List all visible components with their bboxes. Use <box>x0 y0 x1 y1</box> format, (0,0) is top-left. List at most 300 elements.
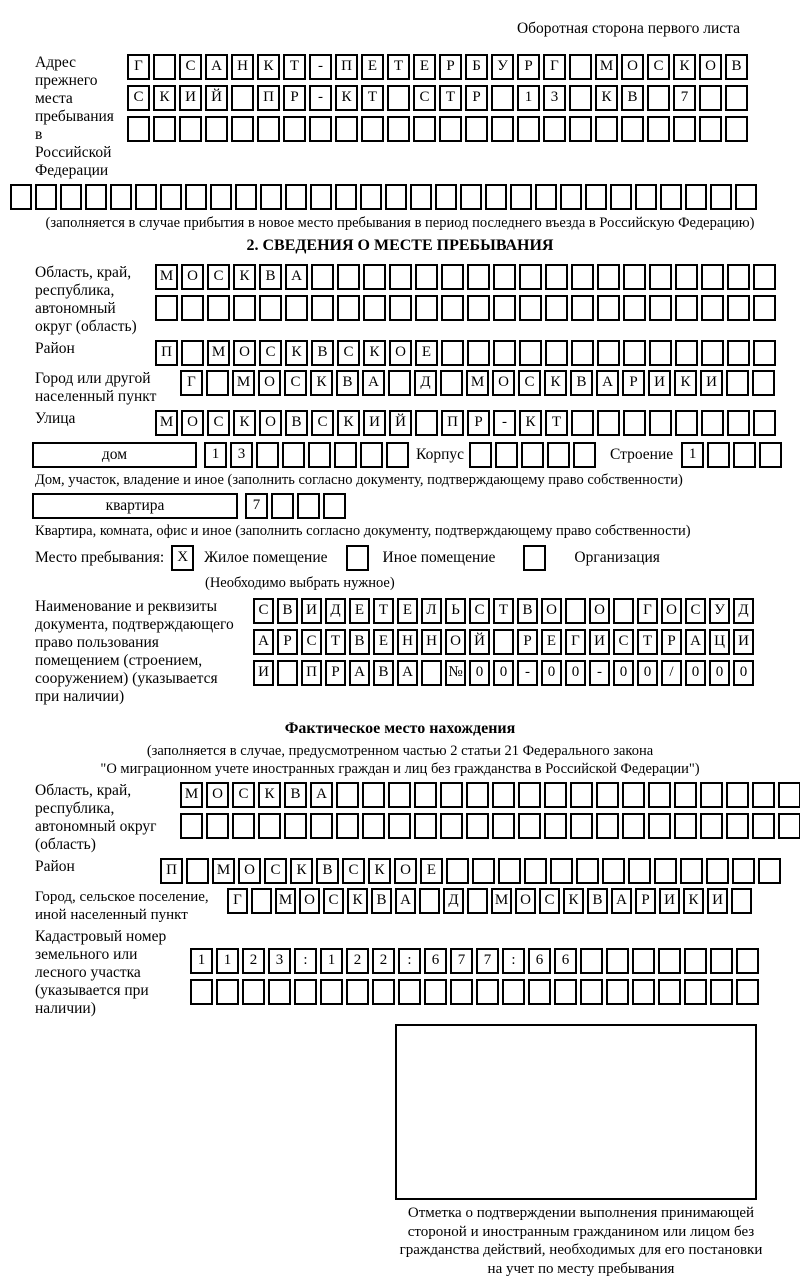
char-box[interactable] <box>495 442 518 468</box>
char-box[interactable] <box>336 813 359 839</box>
char-box[interactable] <box>257 116 280 142</box>
char-box[interactable]: Е <box>397 598 418 624</box>
char-box[interactable]: 2 <box>346 948 369 974</box>
char-box[interactable]: : <box>502 948 525 974</box>
char-box[interactable] <box>335 184 357 210</box>
char-box[interactable] <box>736 979 759 1005</box>
char-box[interactable] <box>752 370 775 396</box>
char-box[interactable] <box>361 116 384 142</box>
char-box[interactable] <box>732 858 755 884</box>
char-box[interactable] <box>727 340 750 366</box>
char-box[interactable]: С <box>539 888 560 914</box>
char-box[interactable]: К <box>683 888 704 914</box>
char-box[interactable] <box>701 340 724 366</box>
char-box[interactable] <box>621 116 644 142</box>
char-box[interactable] <box>346 979 369 1005</box>
char-box[interactable] <box>35 184 57 210</box>
char-box[interactable] <box>725 85 748 111</box>
char-box[interactable] <box>363 264 386 290</box>
char-box[interactable] <box>518 813 541 839</box>
char-box[interactable] <box>595 116 618 142</box>
char-box[interactable] <box>235 184 257 210</box>
char-box[interactable] <box>311 295 334 321</box>
char-box[interactable] <box>207 295 230 321</box>
char-box[interactable]: А <box>310 782 333 808</box>
char-box[interactable] <box>277 660 298 686</box>
char-box[interactable] <box>181 340 204 366</box>
char-box[interactable]: С <box>259 340 282 366</box>
char-box[interactable] <box>524 858 547 884</box>
char-box[interactable] <box>491 85 514 111</box>
char-box[interactable] <box>550 858 573 884</box>
char-box[interactable]: К <box>363 340 386 366</box>
char-box[interactable] <box>701 410 724 436</box>
char-box[interactable] <box>362 813 385 839</box>
char-box[interactable] <box>654 858 677 884</box>
char-box[interactable] <box>545 295 568 321</box>
char-box[interactable] <box>752 782 775 808</box>
char-box[interactable] <box>440 370 463 396</box>
char-box[interactable] <box>285 184 307 210</box>
char-box[interactable]: Д <box>733 598 754 624</box>
char-box[interactable] <box>571 410 594 436</box>
char-box[interactable] <box>606 979 629 1005</box>
char-box[interactable]: Й <box>389 410 412 436</box>
char-box[interactable] <box>502 979 525 1005</box>
char-box[interactable]: И <box>301 598 322 624</box>
char-box[interactable] <box>628 858 651 884</box>
char-box[interactable]: К <box>563 888 584 914</box>
char-box[interactable] <box>778 782 800 808</box>
char-box[interactable]: С <box>337 340 360 366</box>
char-box[interactable] <box>569 54 592 80</box>
char-box[interactable] <box>421 660 442 686</box>
char-box[interactable] <box>778 813 800 839</box>
char-box[interactable] <box>727 264 750 290</box>
char-box[interactable]: 0 <box>709 660 730 686</box>
char-box[interactable] <box>493 264 516 290</box>
char-box[interactable]: Е <box>349 598 370 624</box>
char-box[interactable]: Т <box>493 598 514 624</box>
char-box[interactable] <box>467 295 490 321</box>
char-box[interactable] <box>440 782 463 808</box>
char-box[interactable]: С <box>685 598 706 624</box>
char-box[interactable] <box>570 782 593 808</box>
char-box[interactable] <box>387 116 410 142</box>
char-box[interactable]: О <box>445 629 466 655</box>
char-box[interactable] <box>492 813 515 839</box>
char-box[interactable]: С <box>311 410 334 436</box>
char-box[interactable] <box>389 295 412 321</box>
char-box[interactable]: В <box>259 264 282 290</box>
char-box[interactable] <box>573 442 596 468</box>
char-box[interactable]: С <box>284 370 307 396</box>
char-box[interactable]: П <box>335 54 358 80</box>
char-box[interactable]: С <box>127 85 150 111</box>
char-box[interactable]: 6 <box>424 948 447 974</box>
char-box[interactable]: 1 <box>320 948 343 974</box>
char-box[interactable]: Й <box>205 85 228 111</box>
char-box[interactable]: О <box>206 782 229 808</box>
char-box[interactable]: А <box>349 660 370 686</box>
char-box[interactable]: 7 <box>450 948 473 974</box>
char-box[interactable] <box>569 85 592 111</box>
char-box[interactable]: А <box>685 629 706 655</box>
char-box[interactable]: И <box>648 370 671 396</box>
char-box[interactable] <box>623 264 646 290</box>
char-box[interactable] <box>498 858 521 884</box>
char-box[interactable] <box>492 782 515 808</box>
char-box[interactable]: И <box>363 410 386 436</box>
char-box[interactable] <box>388 813 411 839</box>
char-box[interactable] <box>570 813 593 839</box>
char-box[interactable] <box>110 184 132 210</box>
char-box[interactable] <box>622 813 645 839</box>
char-box[interactable] <box>476 979 499 1005</box>
char-box[interactable]: С <box>179 54 202 80</box>
char-box[interactable]: : <box>398 948 421 974</box>
char-box[interactable]: 1 <box>190 948 213 974</box>
char-box[interactable] <box>282 442 305 468</box>
char-box[interactable]: 0 <box>733 660 754 686</box>
char-box[interactable] <box>675 264 698 290</box>
char-box[interactable] <box>576 858 599 884</box>
char-box[interactable]: 1 <box>204 442 227 468</box>
char-box[interactable] <box>181 295 204 321</box>
char-box[interactable] <box>727 295 750 321</box>
char-box[interactable] <box>334 442 357 468</box>
char-box[interactable]: В <box>277 598 298 624</box>
char-box[interactable]: О <box>621 54 644 80</box>
char-box[interactable]: Е <box>413 54 436 80</box>
char-box[interactable]: М <box>491 888 512 914</box>
char-box[interactable] <box>649 295 672 321</box>
char-box[interactable]: : <box>294 948 317 974</box>
char-box[interactable]: 6 <box>554 948 577 974</box>
char-box[interactable] <box>180 813 203 839</box>
char-box[interactable] <box>684 979 707 1005</box>
char-box[interactable]: И <box>659 888 680 914</box>
char-box[interactable]: Р <box>661 629 682 655</box>
char-box[interactable]: 0 <box>469 660 490 686</box>
char-box[interactable] <box>753 264 776 290</box>
char-box[interactable]: Т <box>361 85 384 111</box>
char-box[interactable]: О <box>181 264 204 290</box>
char-box[interactable] <box>545 264 568 290</box>
char-box[interactable] <box>385 184 407 210</box>
char-box[interactable]: К <box>335 85 358 111</box>
char-box[interactable] <box>242 979 265 1005</box>
char-box[interactable] <box>649 340 672 366</box>
char-box[interactable]: А <box>362 370 385 396</box>
char-box[interactable] <box>726 813 749 839</box>
char-box[interactable]: Т <box>637 629 658 655</box>
char-box[interactable]: Н <box>397 629 418 655</box>
char-box[interactable] <box>685 184 707 210</box>
char-box[interactable] <box>597 264 620 290</box>
char-box[interactable]: Т <box>283 54 306 80</box>
char-box[interactable] <box>758 858 781 884</box>
char-box[interactable]: В <box>311 340 334 366</box>
char-box[interactable]: С <box>323 888 344 914</box>
char-box[interactable] <box>701 295 724 321</box>
char-box[interactable]: О <box>238 858 261 884</box>
char-box[interactable] <box>544 813 567 839</box>
char-box[interactable] <box>554 979 577 1005</box>
char-box[interactable] <box>389 264 412 290</box>
char-box[interactable]: - <box>517 660 538 686</box>
char-box[interactable] <box>363 295 386 321</box>
char-box[interactable]: Н <box>421 629 442 655</box>
char-box[interactable] <box>309 116 332 142</box>
char-box[interactable] <box>415 410 438 436</box>
char-box[interactable] <box>597 295 620 321</box>
kvartira-type-box[interactable]: квартира <box>32 493 238 519</box>
char-box[interactable] <box>297 493 320 519</box>
char-box[interactable] <box>441 295 464 321</box>
char-box[interactable] <box>658 979 681 1005</box>
char-box[interactable]: С <box>469 598 490 624</box>
char-box[interactable] <box>731 888 752 914</box>
char-box[interactable]: О <box>259 410 282 436</box>
char-box[interactable] <box>231 85 254 111</box>
char-box[interactable] <box>284 813 307 839</box>
char-box[interactable]: Е <box>420 858 443 884</box>
char-box[interactable] <box>675 340 698 366</box>
char-box[interactable] <box>674 782 697 808</box>
char-box[interactable] <box>415 264 438 290</box>
char-box[interactable] <box>259 295 282 321</box>
char-box[interactable] <box>726 370 749 396</box>
char-box[interactable]: О <box>661 598 682 624</box>
char-box[interactable]: О <box>258 370 281 396</box>
char-box[interactable]: - <box>493 410 516 436</box>
char-box[interactable]: К <box>337 410 360 436</box>
char-box[interactable]: Б <box>465 54 488 80</box>
char-box[interactable] <box>155 295 178 321</box>
char-box[interactable]: К <box>368 858 391 884</box>
char-box[interactable]: 3 <box>543 85 566 111</box>
char-box[interactable]: Г <box>227 888 248 914</box>
char-box[interactable]: 0 <box>565 660 586 686</box>
char-box[interactable] <box>388 370 411 396</box>
char-box[interactable]: С <box>264 858 287 884</box>
char-box[interactable] <box>493 295 516 321</box>
char-box[interactable] <box>727 410 750 436</box>
char-box[interactable]: Р <box>283 85 306 111</box>
char-box[interactable] <box>320 979 343 1005</box>
char-box[interactable]: О <box>389 340 412 366</box>
char-box[interactable] <box>519 264 542 290</box>
char-box[interactable] <box>387 85 410 111</box>
char-box[interactable] <box>674 813 697 839</box>
char-box[interactable] <box>360 442 383 468</box>
char-box[interactable]: 0 <box>493 660 514 686</box>
char-box[interactable] <box>60 184 82 210</box>
char-box[interactable] <box>699 116 722 142</box>
char-box[interactable]: 1 <box>517 85 540 111</box>
char-box[interactable] <box>571 264 594 290</box>
char-box[interactable]: Т <box>325 629 346 655</box>
char-box[interactable] <box>680 858 703 884</box>
char-box[interactable] <box>85 184 107 210</box>
char-box[interactable]: 0 <box>637 660 658 686</box>
char-box[interactable] <box>543 116 566 142</box>
char-box[interactable]: О <box>541 598 562 624</box>
char-box[interactable]: В <box>570 370 593 396</box>
char-box[interactable] <box>337 264 360 290</box>
char-box[interactable] <box>544 782 567 808</box>
char-box[interactable] <box>466 813 489 839</box>
char-box[interactable]: 7 <box>476 948 499 974</box>
char-box[interactable]: Д <box>325 598 346 624</box>
char-box[interactable]: О <box>394 858 417 884</box>
char-box[interactable]: У <box>709 598 730 624</box>
char-box[interactable] <box>602 858 625 884</box>
char-box[interactable]: В <box>371 888 392 914</box>
char-box[interactable]: 1 <box>216 948 239 974</box>
char-box[interactable] <box>310 813 333 839</box>
char-box[interactable] <box>251 888 272 914</box>
char-box[interactable] <box>410 184 432 210</box>
char-box[interactable]: И <box>179 85 202 111</box>
char-box[interactable] <box>735 184 757 210</box>
char-box[interactable] <box>699 85 722 111</box>
char-box[interactable]: К <box>258 782 281 808</box>
char-box[interactable]: 3 <box>230 442 253 468</box>
char-box[interactable] <box>308 442 331 468</box>
char-box[interactable] <box>571 295 594 321</box>
char-box[interactable]: У <box>491 54 514 80</box>
char-box[interactable] <box>753 340 776 366</box>
char-box[interactable]: Т <box>545 410 568 436</box>
char-box[interactable] <box>725 116 748 142</box>
char-box[interactable] <box>701 264 724 290</box>
char-box[interactable] <box>465 116 488 142</box>
char-box[interactable] <box>649 264 672 290</box>
char-box[interactable]: 7 <box>245 493 268 519</box>
char-box[interactable] <box>185 184 207 210</box>
char-box[interactable] <box>232 813 255 839</box>
char-box[interactable]: А <box>205 54 228 80</box>
char-box[interactable] <box>362 782 385 808</box>
char-box[interactable] <box>372 979 395 1005</box>
char-box[interactable] <box>726 782 749 808</box>
char-box[interactable] <box>535 184 557 210</box>
char-box[interactable] <box>753 295 776 321</box>
char-box[interactable] <box>360 184 382 210</box>
stay-option-other-premises-checkbox[interactable] <box>346 545 369 571</box>
char-box[interactable]: О <box>699 54 722 80</box>
char-box[interactable] <box>736 948 759 974</box>
char-box[interactable] <box>206 370 229 396</box>
char-box[interactable]: Р <box>635 888 656 914</box>
char-box[interactable] <box>424 979 447 1005</box>
char-box[interactable] <box>460 184 482 210</box>
char-box[interactable]: Е <box>415 340 438 366</box>
char-box[interactable]: К <box>153 85 176 111</box>
char-box[interactable] <box>441 264 464 290</box>
char-box[interactable]: Р <box>325 660 346 686</box>
char-box[interactable]: К <box>673 54 696 80</box>
char-box[interactable]: А <box>397 660 418 686</box>
char-box[interactable]: К <box>674 370 697 396</box>
char-box[interactable]: Е <box>373 629 394 655</box>
char-box[interactable]: Г <box>637 598 658 624</box>
char-box[interactable]: Г <box>565 629 586 655</box>
char-box[interactable] <box>547 442 570 468</box>
char-box[interactable]: В <box>725 54 748 80</box>
char-box[interactable]: П <box>441 410 464 436</box>
char-box[interactable]: И <box>707 888 728 914</box>
char-box[interactable]: К <box>257 54 280 80</box>
char-box[interactable]: В <box>621 85 644 111</box>
char-box[interactable]: К <box>290 858 313 884</box>
char-box[interactable] <box>596 813 619 839</box>
char-box[interactable]: / <box>661 660 682 686</box>
char-box[interactable] <box>469 442 492 468</box>
char-box[interactable]: С <box>413 85 436 111</box>
char-box[interactable]: А <box>395 888 416 914</box>
char-box[interactable]: О <box>181 410 204 436</box>
char-box[interactable] <box>707 442 730 468</box>
char-box[interactable]: 1 <box>681 442 704 468</box>
char-box[interactable] <box>517 116 540 142</box>
char-box[interactable]: Р <box>622 370 645 396</box>
stay-option-organization-checkbox[interactable] <box>523 545 546 571</box>
char-box[interactable] <box>260 184 282 210</box>
char-box[interactable] <box>580 979 603 1005</box>
char-box[interactable]: С <box>207 264 230 290</box>
char-box[interactable]: К <box>519 410 542 436</box>
char-box[interactable] <box>285 295 308 321</box>
char-box[interactable]: С <box>207 410 230 436</box>
char-box[interactable] <box>632 979 655 1005</box>
char-box[interactable]: О <box>589 598 610 624</box>
char-box[interactable]: Р <box>277 629 298 655</box>
char-box[interactable] <box>733 442 756 468</box>
char-box[interactable]: И <box>733 629 754 655</box>
char-box[interactable] <box>675 410 698 436</box>
char-box[interactable] <box>466 782 489 808</box>
char-box[interactable] <box>623 340 646 366</box>
char-box[interactable] <box>649 410 672 436</box>
char-box[interactable]: А <box>611 888 632 914</box>
char-box[interactable]: В <box>284 782 307 808</box>
char-box[interactable]: Й <box>469 629 490 655</box>
char-box[interactable] <box>706 858 729 884</box>
char-box[interactable]: А <box>596 370 619 396</box>
char-box[interactable] <box>10 184 32 210</box>
char-box[interactable] <box>439 116 462 142</box>
char-box[interactable]: В <box>285 410 308 436</box>
char-box[interactable]: В <box>349 629 370 655</box>
char-box[interactable]: М <box>155 264 178 290</box>
char-box[interactable] <box>153 54 176 80</box>
char-box[interactable] <box>233 295 256 321</box>
char-box[interactable] <box>528 979 551 1005</box>
char-box[interactable] <box>613 598 634 624</box>
char-box[interactable] <box>648 813 671 839</box>
char-box[interactable]: Т <box>387 54 410 80</box>
char-box[interactable] <box>596 782 619 808</box>
char-box[interactable] <box>684 948 707 974</box>
char-box[interactable]: Е <box>361 54 384 80</box>
char-box[interactable]: М <box>212 858 235 884</box>
char-box[interactable] <box>565 598 586 624</box>
char-box[interactable] <box>623 295 646 321</box>
char-box[interactable]: В <box>517 598 538 624</box>
